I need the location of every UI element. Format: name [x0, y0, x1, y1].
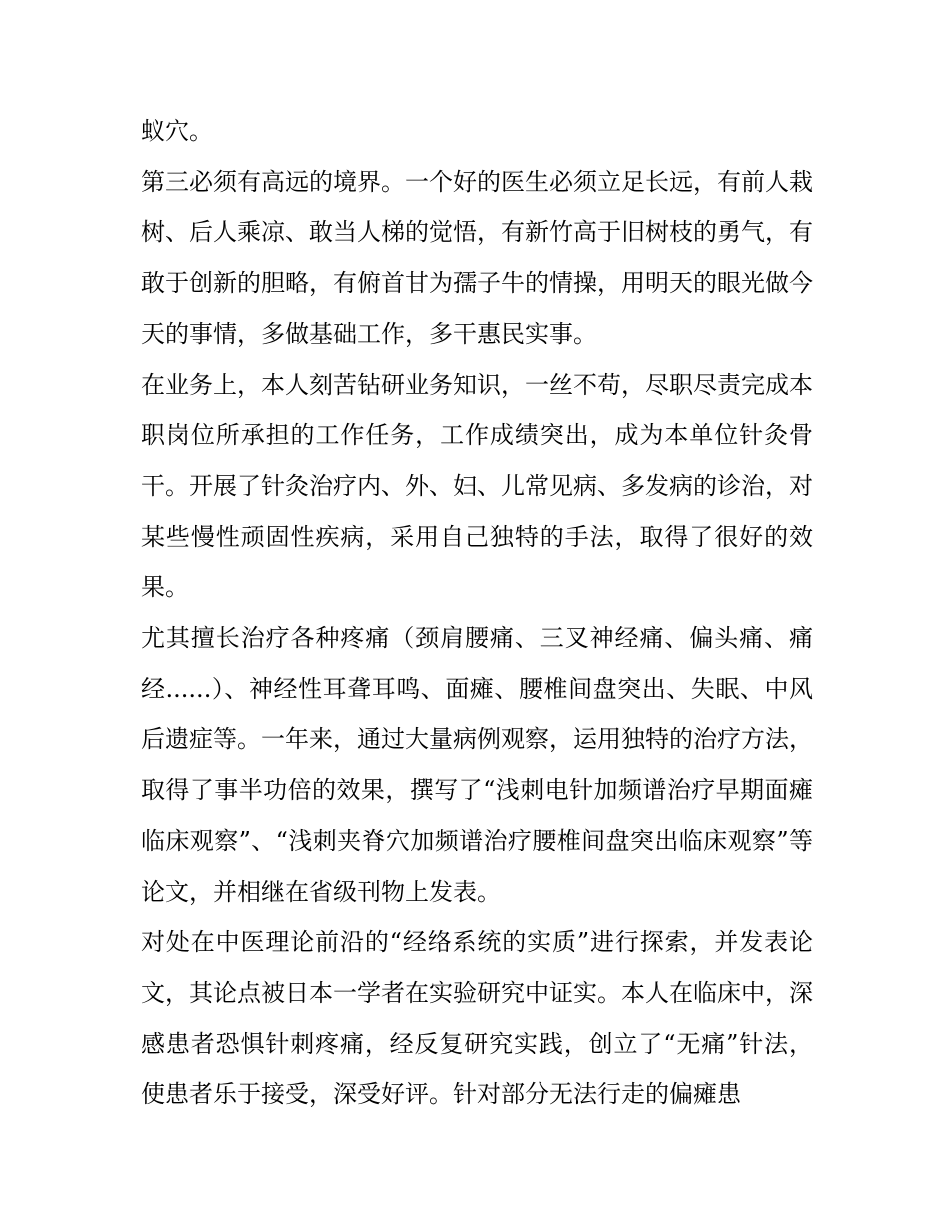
paragraph-2: 第三必须有高远的境界。一个好的医生必须立足长远，有前人栽树、后人乘凉、敢当人梯的觉悟，有新竹高于旧树枝的勇气，有敢于创新的胆略，有俯首甘为孺子牛的情操，用明天的眼光做今天的事情，多做基础工作，多干惠民实事。 [141, 167, 813, 348]
document-body [141, 106, 813, 1120]
paragraph-1: 蚁穴。 [141, 117, 213, 145]
paragraph-5: 对处在中医理论前沿的“经络系统的实质”进行探索，并发表论文，其论点被日本一学者在实验研究中证实。本人在临床中，深感患者恐惧针刺疼痛，经反复研究实践，创立了“无痛”针法，使患者乐于接受，深受好评。针对部分无法行走的偏瘫患 [141, 928, 813, 1109]
paragraph-3: 在业务上，本人刻苦钻研业务知识，一丝不苟，尽职尽责完成本职岗位所承担的工作任务，工作成绩突出，成为本单位针灸骨干。开展了针灸治疗内、外、妇、儿常见病、多发病的诊治，对某些慢性顽固性疾病，采用自己独特的手法，取得了很好的效果。 [141, 370, 813, 602]
paragraph-4: 尤其擅长治疗各种疼痛（颈肩腰痛、三叉神经痛、偏头痛、痛经......）、神经性耳聋耳鸣、面瘫、腰椎间盘突出、失眠、中风后遗症等。一年来，通过大量病例观察，运用独特的治疗方法，取得了事半功倍的效果，撰写了“浅刺电针加频谱治疗早期面瘫临床观察”、“浅刺夹脊穴加频谱治疗腰椎间盘突出临床观察”等论文，并相继在省级刊物上发表。 [141, 624, 813, 906]
